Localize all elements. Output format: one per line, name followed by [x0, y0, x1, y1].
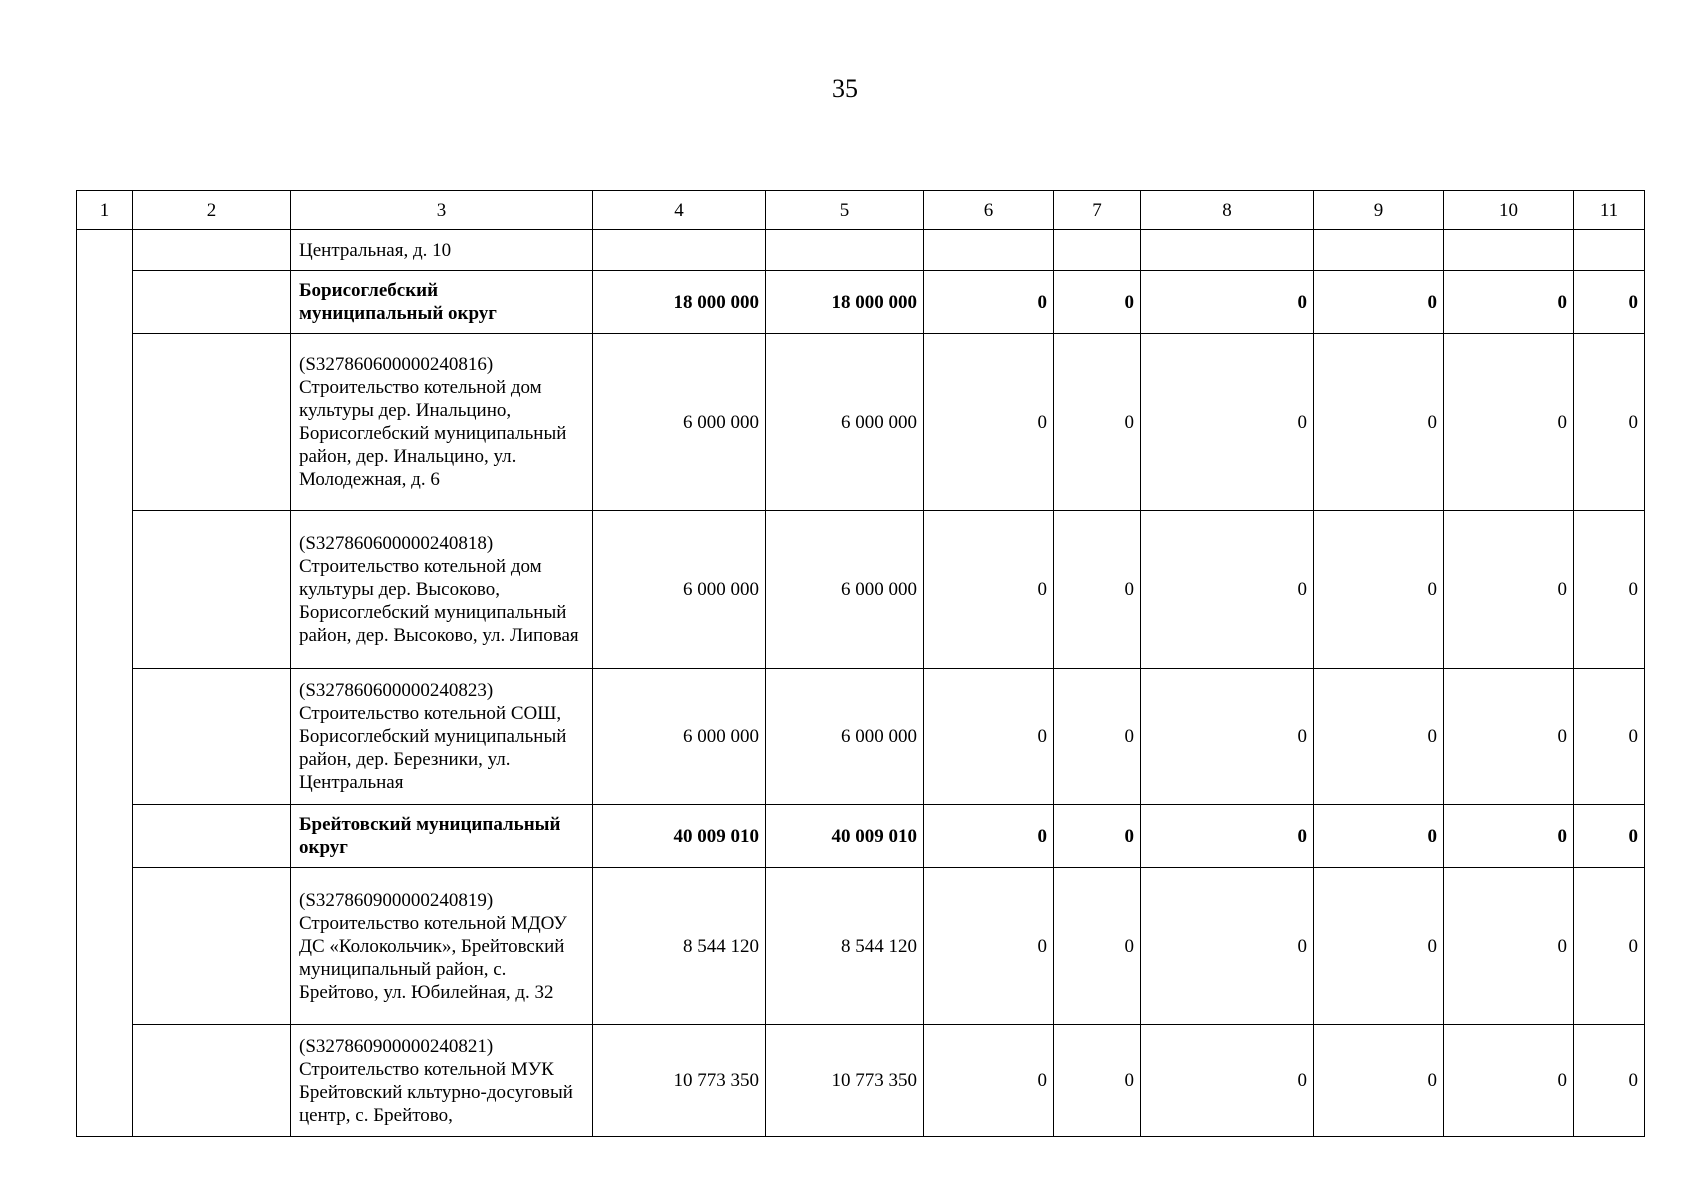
- code-cell: [133, 511, 291, 669]
- page-number: 35: [832, 74, 858, 103]
- value-cell: 0: [1314, 1025, 1444, 1137]
- header-cell: 4: [593, 191, 766, 230]
- header-cell: 2: [133, 191, 291, 230]
- value-cell: 0: [1314, 868, 1444, 1025]
- value-cell: 0: [1574, 868, 1645, 1025]
- value-cell: 6 000 000: [593, 669, 766, 805]
- name-cell: (S327860600000240818) Строительство котельной дом культуры дер. Высоково, Борисоглебский муниципальный район, дер. Высоково, ул. Липовая: [291, 511, 593, 669]
- value-cell: 0: [1444, 669, 1574, 805]
- name-cell: (S327860600000240816) Строительство котельной дом культуры дер. Инальцино, Борисоглебский муниципальный район, дер. Инальцино, ул. Молодежная, д. 6: [291, 334, 593, 511]
- value-cell: [593, 230, 766, 271]
- value-cell: 0: [1444, 1025, 1574, 1137]
- value-cell: 0: [924, 511, 1054, 669]
- table-row: [77, 868, 1645, 1025]
- value-cell: 0: [924, 334, 1054, 511]
- value-cell: [1314, 230, 1444, 271]
- code-cell: [133, 271, 291, 334]
- name-cell: Борисоглебский муниципальный округ: [291, 271, 593, 334]
- value-cell: 0: [1054, 669, 1141, 805]
- header-cell: 6: [924, 191, 1054, 230]
- value-cell: 0: [1574, 669, 1645, 805]
- value-cell: 8 544 120: [593, 868, 766, 1025]
- value-cell: 0: [1314, 271, 1444, 334]
- value-cell: 0: [1574, 334, 1645, 511]
- header-cell: 8: [1141, 191, 1314, 230]
- value-cell: 0: [1141, 805, 1314, 868]
- code-cell: [133, 868, 291, 1025]
- value-cell: 0: [1141, 1025, 1314, 1137]
- value-cell: 18 000 000: [593, 271, 766, 334]
- table-row-group: [77, 805, 1645, 868]
- value-cell: 0: [924, 805, 1054, 868]
- value-cell: 0: [1444, 511, 1574, 669]
- value-cell: 0: [1314, 334, 1444, 511]
- name-cell: (S327860900000240821) Строительство котельной МУК Брейтовский кльтурно-досуговый центр, с. Брейтово,: [291, 1025, 593, 1137]
- header-cell: 5: [766, 191, 924, 230]
- code-cell: [133, 669, 291, 805]
- table-row: [77, 334, 1645, 511]
- value-cell: 0: [1054, 868, 1141, 1025]
- value-cell: 6 000 000: [766, 334, 924, 511]
- name-cell: Центральная, д. 10: [291, 230, 593, 271]
- value-cell: 0: [1444, 868, 1574, 1025]
- name-cell: (S327860900000240819) Строительство котельной МДОУ ДС «Колокольчик», Брейтовский муниципальный район, с. Брейтово, ул. Юбилейная, д. 32: [291, 868, 593, 1025]
- value-cell: 0: [1141, 868, 1314, 1025]
- header-cell: 9: [1314, 191, 1444, 230]
- value-cell: 0: [1141, 511, 1314, 669]
- table-row: [77, 511, 1645, 669]
- table-row: [77, 669, 1645, 805]
- code-cell: [133, 334, 291, 511]
- value-cell: 18 000 000: [766, 271, 924, 334]
- value-cell: 0: [924, 1025, 1054, 1137]
- value-cell: [1054, 230, 1141, 271]
- value-cell: 0: [924, 669, 1054, 805]
- value-cell: 0: [1444, 271, 1574, 334]
- value-cell: 0: [1054, 271, 1141, 334]
- table-row-group: [77, 271, 1645, 334]
- value-cell: 40 009 010: [593, 805, 766, 868]
- name-cell: (S327860600000240823) Строительство котельной СОШ, Борисоглебский муниципальный район, дер. Березники, ул. Центральная: [291, 669, 593, 805]
- value-cell: 0: [1141, 271, 1314, 334]
- value-cell: 0: [1444, 334, 1574, 511]
- value-cell: 0: [1574, 271, 1645, 334]
- header-cell: 11: [1574, 191, 1645, 230]
- value-cell: 0: [1314, 805, 1444, 868]
- code-cell: [133, 1025, 291, 1137]
- value-cell: 10 773 350: [766, 1025, 924, 1137]
- header-cell: 7: [1054, 191, 1141, 230]
- header-cell: 1: [77, 191, 133, 230]
- value-cell: [1574, 230, 1645, 271]
- value-cell: 10 773 350: [593, 1025, 766, 1137]
- value-cell: 0: [1574, 511, 1645, 669]
- value-cell: 0: [924, 868, 1054, 1025]
- value-cell: 6 000 000: [593, 334, 766, 511]
- value-cell: 0: [1054, 334, 1141, 511]
- value-cell: 0: [1314, 669, 1444, 805]
- number-cell: [77, 230, 133, 1137]
- value-cell: 40 009 010: [766, 805, 924, 868]
- value-cell: 0: [1574, 805, 1645, 868]
- value-cell: 0: [1141, 669, 1314, 805]
- code-cell: [133, 230, 291, 271]
- table-row: [77, 230, 1645, 271]
- value-cell: [924, 230, 1054, 271]
- value-cell: 0: [1141, 334, 1314, 511]
- value-cell: [766, 230, 924, 271]
- value-cell: 0: [1054, 511, 1141, 669]
- header-row: [77, 191, 1645, 230]
- value-cell: 0: [1054, 1025, 1141, 1137]
- budget-table: [76, 190, 1645, 1137]
- header-cell: 3: [291, 191, 593, 230]
- value-cell: 0: [1054, 805, 1141, 868]
- value-cell: [1444, 230, 1574, 271]
- value-cell: [1141, 230, 1314, 271]
- value-cell: 6 000 000: [766, 669, 924, 805]
- value-cell: 0: [1444, 805, 1574, 868]
- value-cell: 6 000 000: [593, 511, 766, 669]
- name-cell: Брейтовский муниципальный округ: [291, 805, 593, 868]
- table-row: [77, 1025, 1645, 1137]
- value-cell: 0: [924, 271, 1054, 334]
- header-cell: 10: [1444, 191, 1574, 230]
- value-cell: 0: [1314, 511, 1444, 669]
- value-cell: 8 544 120: [766, 868, 924, 1025]
- value-cell: 6 000 000: [766, 511, 924, 669]
- code-cell: [133, 805, 291, 868]
- value-cell: 0: [1574, 1025, 1645, 1137]
